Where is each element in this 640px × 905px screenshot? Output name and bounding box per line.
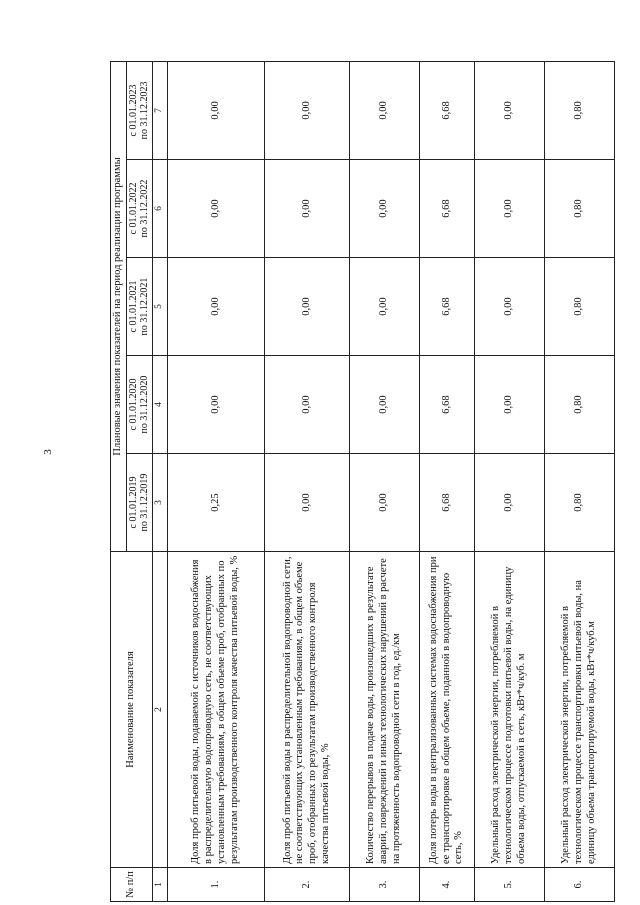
column-index: 1 [152,868,167,902]
value-cell: 0,00 [265,356,350,454]
header-row-group [111,61,127,901]
value-cell: 0,00 [475,356,545,454]
value-cell: 6,68 [419,454,474,552]
value-cell: 0,80 [545,356,615,454]
page-number: 3 [42,449,54,455]
value-cell: 0,00 [265,61,350,159]
row-number: 3. [350,868,420,902]
table-row [475,61,545,901]
name-column-header: Наименование показателя [111,552,153,868]
value-cell: 0,80 [545,258,615,356]
period-header: с 01.01.2022 по 31.12.2022 [126,160,152,258]
indicator-name: Доля проб питьевой воды в распределительной водопроводной сети, не соответствующих установленным требованиям, в общем объеме проб, отобранных по результатам производственного контроля качества питьевой воды, % [265,552,350,868]
plan-group-header: Плановые значения показателей на период реализации программы [111,61,127,551]
value-cell: 0,00 [350,61,420,159]
indicator-name: Количество перерывов в подаче воды, произошедших в результате аварий, повреждений и иных технологических нарушений в расчете на протяженность водопроводной сети в год, ед./км [350,552,420,868]
row-number: 5. [475,868,545,902]
value-cell: 6,68 [419,61,474,159]
value-cell: 0,00 [475,258,545,356]
indicator-name: Доля потерь воды в централизованных системах водоснабжения при ее транспортировке в общем объеме, поданной в водопроводную сеть, % [419,552,474,868]
value-cell: 0,00 [167,356,264,454]
value-cell: 0,00 [265,454,350,552]
column-index: 5 [152,258,167,356]
period-header: с 01.01.2021 по 31.12.2021 [126,258,152,356]
value-cell: 0,00 [350,356,420,454]
table-row [545,61,615,901]
column-index-row [152,61,167,901]
value-cell: 0,00 [475,61,545,159]
column-index: 2 [152,552,167,868]
indicator-name: Доля проб питьевой воды, подаваемой с источников водоснабжения в распределительную водопроводную сеть, не соответствующих установленным требованиям, в общем объеме проб, отобранных по результатам производственного контроля качества питьевой воды, % [167,552,264,868]
row-number: 4. [419,868,474,902]
value-cell: 0,00 [350,160,420,258]
period-header: с 01.01.2023 по 31.12.2023 [126,61,152,159]
table-row [265,61,350,901]
table-row [350,61,420,901]
column-index: 6 [152,160,167,258]
value-cell: 0,25 [167,454,264,552]
indicator-name: Удельный расход электрической энергии, потребляемой в технологическом процессе подготовки питьевой воды, на единицу объема воды, отпускаемой в сеть, кВт*ч/куб. м [475,552,545,868]
value-cell: 0,00 [265,160,350,258]
indicator-name: Удельный расход электрической энергии, потребляемой в технологическом процессе транспортировки питьевой воды, на единицу объема транспортируемой воды, кВт*ч/куб.м [545,552,615,868]
period-header: с 01.01.2020 по 31.12.2020 [126,356,152,454]
value-cell: 0,80 [545,61,615,159]
value-cell: 0,00 [265,258,350,356]
row-number: 6. [545,868,615,902]
column-index: 4 [152,356,167,454]
value-cell: 0,00 [167,160,264,258]
row-number: 2. [265,868,350,902]
value-cell: 0,00 [475,454,545,552]
num-column-header: № п/п [111,868,153,902]
value-cell: 0,00 [350,454,420,552]
value-cell: 0,80 [545,454,615,552]
value-cell: 6,68 [419,356,474,454]
period-header: с 01.01.2019 по 31.12.2019 [126,454,152,552]
table-row [167,61,264,901]
value-cell: 0,00 [475,160,545,258]
value-cell: 0,00 [167,258,264,356]
value-cell: 0,00 [350,258,420,356]
table-row [419,61,474,901]
value-cell: 0,80 [545,160,615,258]
row-number: 1. [167,868,264,902]
indicators-table [110,61,615,902]
value-cell: 6,68 [419,160,474,258]
column-index: 7 [152,61,167,159]
value-cell: 6,68 [419,258,474,356]
value-cell: 0,00 [167,61,264,159]
column-index: 3 [152,454,167,552]
